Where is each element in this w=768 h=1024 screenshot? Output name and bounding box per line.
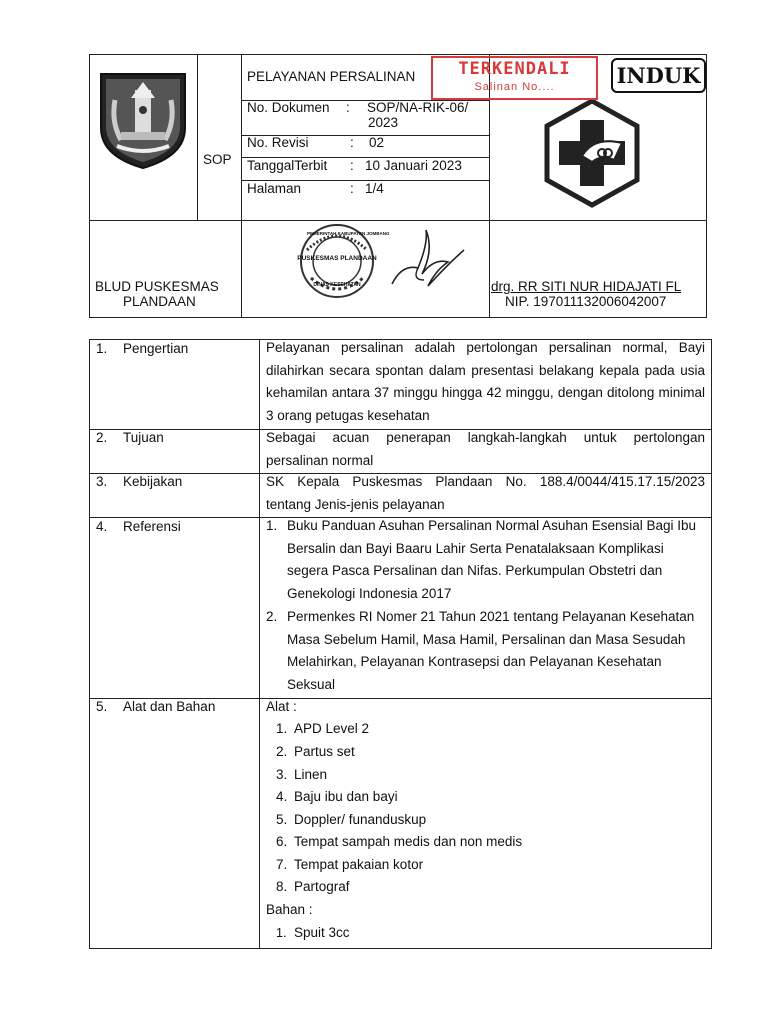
alat-item-number: 4. [276, 789, 288, 804]
section-number: 1. [96, 341, 108, 356]
no-dokumen-label: No. Dokumen [247, 100, 330, 115]
referensi-item-number: 1. [266, 518, 278, 533]
alat-item: Baju ibu dan bayi [294, 789, 398, 804]
kebijakan-text: SK Kepala Puskesmas Plandaan No. 188.4/0044/415.17.15/2023 tentang Jenis-jenis pelayanan [266, 474, 705, 512]
alat-heading: Alat : [266, 699, 297, 714]
section-label-alat-bahan: Alat dan Bahan [123, 699, 216, 714]
organization-name-line2: PLANDAAN [123, 294, 196, 309]
seal-bottom-text: DINAS KESEHATAN [313, 282, 361, 288]
pengertian-text: Pelayanan persalinan adalah pertolongan persalinan normal, Bayi dilahirkan secara spontan dalam presentasi belakang kepala pada usia kehamilan antara 37 minggu hingga 42 minggu, dengan ditolong minimal 3 orang petugas kesehatan [266, 340, 705, 423]
halaman-label: Halaman [247, 181, 302, 196]
referensi-item: Buku Panduan Asuhan Persalinan Normal Asuhan Esensial Bagi Ibu Bersalin dan Bayi Baaru Lahir Serta Penatalaksaan Komplikasi segera Pasca Persalinan dan Nifas. Perkumpulan Obstetri dan Genekologi Indonesia 2017 [287, 518, 697, 601]
section-label-kebijakan: Kebijakan [123, 474, 183, 489]
referensi-item: Permenkes RI Nomer 21 Tahun 2021 tentang Pelayanan Kesehatan Masa Sebelum Hamil, Masa Hamil, Persalinan dan Masa Sesudah Melahirkan, Pelayanan Kontrasepsi dan Pelayanan Kesehatan Seksual [287, 609, 695, 692]
referensi-item-number: 2. [266, 609, 278, 624]
alat-item: Tempat sampah medis dan non medis [294, 834, 523, 849]
section-number: 3. [96, 474, 108, 489]
header-divider [241, 54, 242, 318]
puskesmas-hexagon-logo-icon [542, 98, 642, 208]
tanggal-terbit-label: TanggalTerbit [247, 158, 328, 173]
induk-stamp: INDUK [611, 58, 706, 93]
bahan-heading: Bahan : [266, 902, 313, 917]
halaman-value: 1/4 [365, 181, 384, 196]
alat-item: APD Level 2 [294, 721, 370, 736]
tanggal-terbit-separator: : [350, 158, 354, 173]
section-number: 4. [96, 519, 108, 534]
header-divider [197, 54, 198, 221]
bahan-item: Spuit 3cc [294, 925, 350, 940]
alat-item: Tempat pakaian kotor [294, 857, 424, 872]
organization-name: BLUD PUSKESMAS [95, 279, 219, 294]
header-divider [89, 220, 707, 221]
alat-item-number: 7. [276, 857, 288, 872]
no-dokumen-separator: : [346, 100, 350, 115]
sop-label: SOP [203, 152, 232, 167]
alat-item: Partograf [294, 879, 350, 894]
salinan-stamp-text: Salinan No.... [474, 81, 555, 93]
alat-item: Partus set [294, 744, 355, 759]
no-dokumen-value: SOP/NA-RIK-06/ [367, 100, 469, 115]
bahan-item-number: 1. [276, 926, 287, 940]
tujuan-text: Sebagai acuan penerapan langkah-langkah untuk pertolongan persalinan normal [266, 430, 705, 468]
section-label-pengertian: Pengertian [123, 341, 189, 356]
signer-nip: NIP. 197011132006042007 [505, 294, 667, 309]
alat-item-number: 1. [276, 721, 288, 736]
alat-item-number: 2. [276, 744, 288, 759]
alat-item-number: 3. [276, 767, 288, 782]
signer-name: drg. RR SITI NUR HIDAJATI FL [491, 279, 682, 294]
section-label-referensi: Referensi [123, 519, 181, 534]
no-revisi-label: No. Revisi [247, 135, 309, 150]
jombang-emblem-icon [97, 70, 189, 170]
alat-item: Doppler/ funanduskup [294, 812, 427, 827]
content-column-divider [259, 339, 260, 949]
alat-item-number: 5. [276, 812, 288, 827]
document-title: PELAYANAN PERSALINAN [247, 69, 416, 84]
section-number: 5. [96, 699, 108, 714]
no-revisi-separator: : [350, 135, 354, 150]
signature-icon [388, 224, 468, 294]
seal-center-text: PUSKESMAS PLANDAAN [297, 255, 377, 262]
seal-top-text: PEMERINTAH KABUPATEN JOMBANG [307, 231, 390, 236]
terkendali-stamp-text: TERKENDALI [458, 59, 571, 79]
tanggal-terbit-value: 10 Januari 2023 [365, 158, 462, 173]
terkendali-stamp [431, 56, 598, 100]
section-label-tujuan: Tujuan [123, 430, 164, 445]
official-seal-icon [297, 222, 390, 300]
no-revisi-value: 02 [369, 135, 385, 150]
alat-item-number: 8. [276, 879, 288, 894]
halaman-separator: : [350, 181, 354, 196]
alat-item-number: 6. [276, 834, 288, 849]
section-number: 2. [96, 430, 108, 445]
alat-item: Linen [294, 767, 328, 782]
no-dokumen-value-year: 2023 [368, 115, 399, 130]
